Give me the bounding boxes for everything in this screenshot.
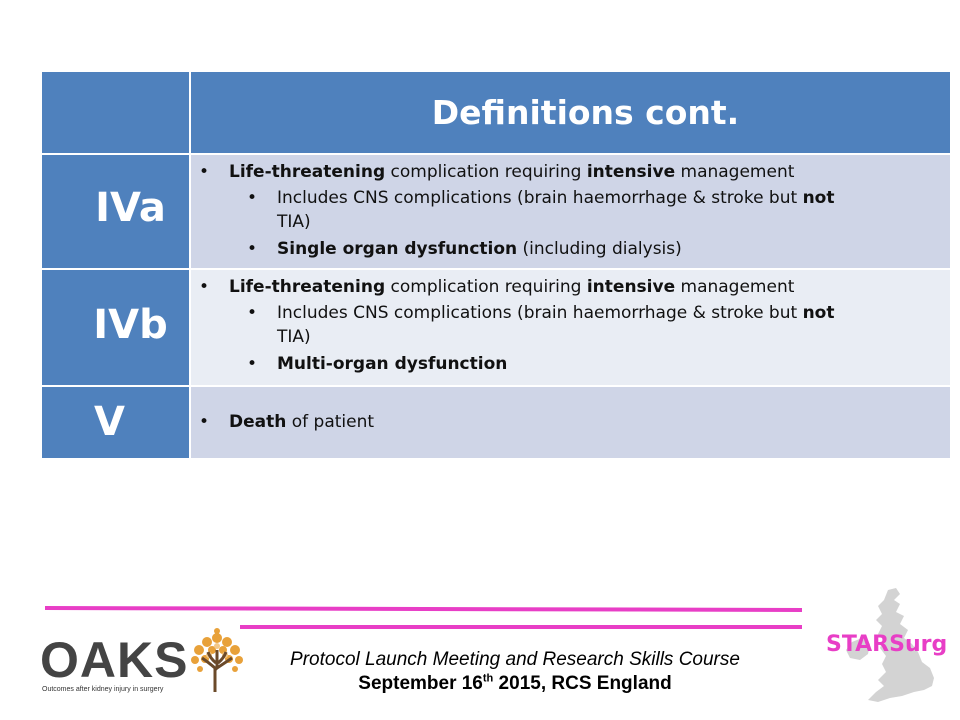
pink-divider-line (45, 606, 802, 612)
starsurg-logo-text: STARSurg (826, 632, 948, 657)
definitions-table (42, 72, 950, 458)
grade-cell (42, 269, 190, 386)
grade-label: IVa (95, 185, 166, 231)
grade-cell (42, 386, 190, 458)
main-bullet: • Life-threatening complication requiring intensive management (191, 158, 950, 186)
main-bullet: • Death of patient (191, 408, 950, 436)
header-empty-cell (42, 72, 190, 154)
table-header-row (42, 72, 950, 154)
main-bullet: • Life-threatening complication requiring intensive management (191, 273, 950, 301)
sub-bullet: • Includes CNS complications (brain haemorrhage & stroke but not TIA) (191, 186, 950, 234)
definition-cell (190, 386, 950, 458)
slide-title: Definitions cont. (190, 72, 950, 154)
oaks-logo-text: OAKS (40, 632, 189, 688)
definition-cell (190, 269, 950, 386)
table-row (42, 154, 950, 269)
table-row (42, 269, 950, 386)
footer-event-title: Protocol Launch Meeting and Research Skills Course (290, 649, 740, 670)
grade-cell (42, 154, 190, 269)
pink-divider-line (240, 625, 802, 629)
oaks-logo (40, 628, 215, 696)
grade-label: IVb (93, 302, 168, 348)
sub-bullet: • Single organ dysfunction (including dialysis) (191, 237, 950, 261)
sub-bullet: • Multi-organ dysfunction (191, 352, 950, 376)
table-row (42, 386, 950, 458)
sub-bullet: • Includes CNS complications (brain haemorrhage & stroke but not TIA) (191, 301, 950, 349)
oaks-tagline: Outcomes after kidney injury in surgery (42, 686, 164, 693)
footer-text (232, 648, 798, 696)
grade-label: V (94, 399, 125, 445)
footer-event-date: September 16th 2015, RCS England (358, 672, 672, 694)
definition-cell (190, 154, 950, 269)
